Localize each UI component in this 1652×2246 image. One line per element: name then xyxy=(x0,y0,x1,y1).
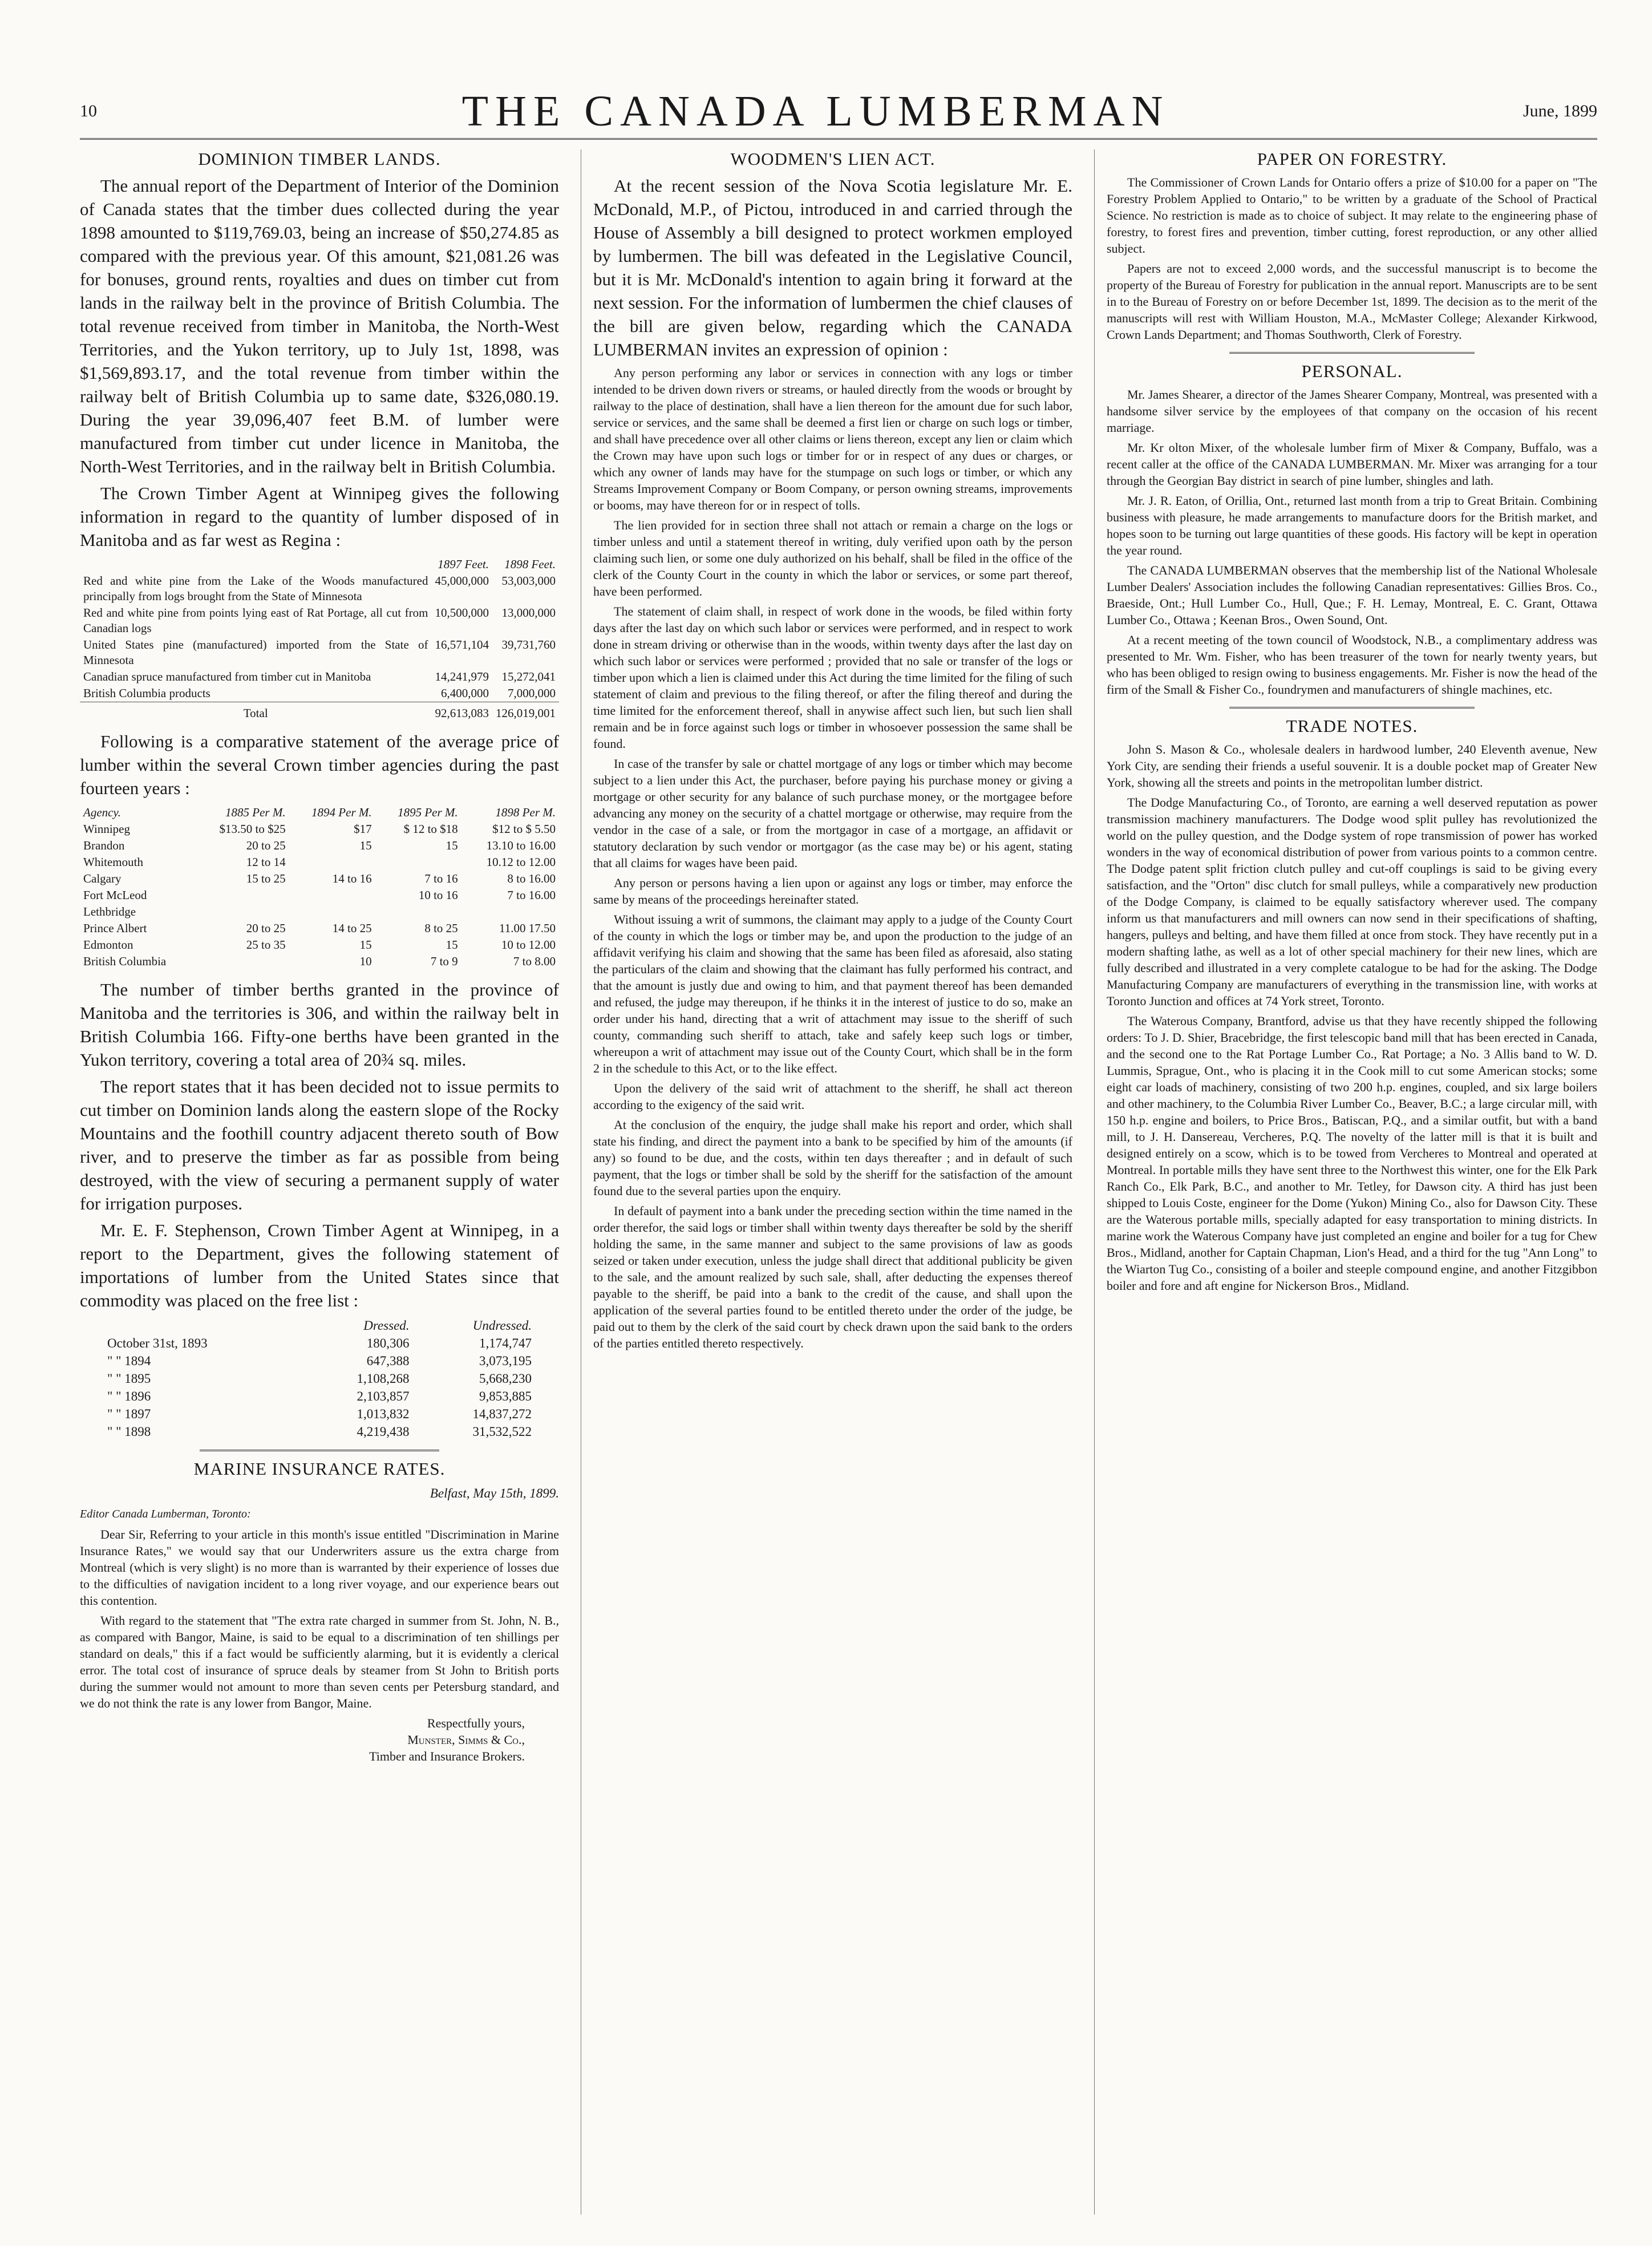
table-cell: 92,613,083 xyxy=(432,702,493,722)
table-cell: 10 to 12.00 xyxy=(501,938,556,952)
table-cell: 10.12 to 12.00 xyxy=(486,855,556,869)
table-cell: $ 12 to $18 xyxy=(403,822,458,836)
table-cell: 25 to 35 xyxy=(246,938,286,952)
table-header: 1898 Per M. xyxy=(495,806,556,819)
forestry-article xyxy=(1107,174,1597,343)
table-header: 1895 Per M. xyxy=(398,806,458,819)
table-cell: 15,272,041 xyxy=(501,670,556,683)
table-cell: 7 to 8.00 xyxy=(513,954,556,968)
table-cell: 10 to 16 xyxy=(418,888,458,902)
lien-clause: Without issuing a writ of summons, the claimant may apply to a judge of the County Court of the county in which the logs or timber may be, and upon the production to the judge of an affidavit verifying his claim and showing that the same has been filed as aforesaid, also stating the particulars of the claim and showing that the claimant has fully performed his contract, and that the amount is justly due and owing to him, and that payment thereof has been demanded and refused, the judge may thereupon, if he thinks it in the interest of justice to do so, make an order under his hand, directing that a writ of attachment may issue to the sheriff of such county, commanding such sheriff to attach, take and safely keep such logs or timber, whereupon a writ of attachment may issue out of the County Court, which shall be in the form 2 in the schedule to this Act, or to the like effect. xyxy=(593,912,1072,1075)
table-header xyxy=(80,556,432,573)
table-cell: 4,219,438 xyxy=(357,1425,410,1439)
table-cell: 126,019,001 xyxy=(492,702,559,722)
table-header: Undressed. xyxy=(472,1318,532,1333)
table-cell xyxy=(289,854,375,871)
table-cell: Canadian spruce manufactured from timber cut in Manitoba xyxy=(83,670,371,683)
table-cell xyxy=(461,904,559,920)
table-cell: 14,241,979 xyxy=(435,670,489,683)
table-cell xyxy=(375,854,461,871)
lumber-price-table xyxy=(80,804,559,970)
table-cell: " " 1894 xyxy=(107,1354,151,1368)
table-header: Agency. xyxy=(83,806,121,819)
table-row xyxy=(80,920,559,937)
table-cell: Lethbridge xyxy=(83,905,136,918)
table-cell: 15 xyxy=(446,839,458,852)
table-cell xyxy=(375,904,461,920)
table-cell: 14 to 16 xyxy=(332,872,372,885)
table-cell: 20 to 25 xyxy=(246,921,286,935)
lien-paragraph: At the recent session of the Nova Scotia legislature Mr. E. McDonald, M.P., of Pictou, introduced in and carried through the House of Assembly a bill designed to protect workmen employed by lumbermen. The bill was defeated in the Legislative Council, but it is Mr. McDonald's intention to again bring it forward at the next session. For the information of lumbermen the chief clauses of the bill are given below, regarding which the CANADA LUMBERMAN invites an expression of opinion : xyxy=(593,176,1072,359)
table-cell xyxy=(195,887,289,904)
table-cell: Winnipeg xyxy=(83,822,130,836)
importation-table xyxy=(104,1317,535,1440)
personal-paragraph: Mr. James Shearer, a director of the James Shearer Company, Montreal, was presented with a handsome silver service by the employees of that company on the occasion of his recent marriage. xyxy=(1107,387,1597,435)
table-cell: 7 to 9 xyxy=(430,954,458,968)
column-1 xyxy=(80,149,559,1765)
table-row xyxy=(80,854,559,871)
column-3 xyxy=(1107,149,1597,1297)
marine-heading: MARINE INSURANCE RATES. xyxy=(193,1459,446,1479)
marine-signature-title: Timber and Insurance Brokers. xyxy=(369,1749,525,1763)
marine-dateline: Belfast, May 15th, 1899. xyxy=(430,1486,559,1500)
marine-paragraph: Dear Sir, Referring to your article in this month's issue entitled "Discrimination in Marine Insurance Rates," we would say that our Underwriters assure us the extra charge from Montreal (which is very slight) is no more than is warranted by their experience of losses due to the difficulties of navigation incident to a long river voyage, and our experience bears out this contention. xyxy=(80,1527,559,1608)
table-cell: 14 to 25 xyxy=(332,921,372,935)
lien-clause: Any person performing any labor or services in connection with any logs or timber intended to be driven down rivers or streams, or hauled directly from the woods or brought by railway to the place of destination, shall have a lien thereon for the amount due for such labor, service or services, and the same shall be deemed a first lien or charge on such logs or timber, and shall have precedence over all other claims or liens thereon, except any lien or claim which the Crown may have upon such logs or timber for or in respect of any dues or charges, or which any owner of lands may have for the stumpage on such logs or timber, or which any Streams Improvement Company or Boom Company, or person owning streams, improvements or booms, may have thereon for or in respect of tolls. xyxy=(593,366,1072,512)
table-row xyxy=(80,605,559,637)
table-row xyxy=(80,637,559,669)
table-cell: 53,003,000 xyxy=(501,574,556,588)
table-cell: 180,306 xyxy=(366,1336,410,1350)
table-cell: 8 to 16.00 xyxy=(507,872,556,885)
personal-paragraph: At a recent meeting of the town council of Woodstock, N.B., a complimentary address was presented to Mr. Wm. Fisher, who has been treasurer of the town for nearly twenty years, but who has been obliged to resign owing to business engagements. Mr. Fisher is now the head of the firm of the Small & Fisher Co., foundrymen and manufacturers of shingle machines, etc. xyxy=(1107,633,1597,697)
table-cell: Edmonton xyxy=(83,938,133,952)
table-cell: Calgary xyxy=(83,872,122,885)
table-cell: Fort McLeod xyxy=(83,888,147,902)
table-cell: Total xyxy=(80,702,432,722)
table-header: 1898 Feet. xyxy=(504,557,556,571)
table-cell: 7 to 16.00 xyxy=(507,888,556,902)
table-cell xyxy=(195,904,289,920)
table-row xyxy=(104,1334,535,1352)
table-cell: 13.10 to 16.00 xyxy=(486,839,556,852)
table-cell: $12 to $ 5.50 xyxy=(492,822,556,836)
marine-paragraph: With regard to the statement that "The extra rate charged in summer from St. John, N. B., as compared with Bangor, Maine, is said to be equal to a discrimination of ten shillings per standard on deals," this if a fact would be sufficiently alarming, but it is evidently a clerical error. The total cost of insurance of spruce deals by steamer from St John to British ports during the summer would not amount to more than seven cents per Petersburg standard, and we do not think the rate is any lower from Bangor, Maine. xyxy=(80,1613,559,1710)
personal-paragraph: The CANADA LUMBERMAN observes that the membership list of the National Wholesale Lumber Dealers' Association includes the following Canadian representatives: Gillies Bros. Co., Braeside, Ont.; Hull Lumber Co., Hull, Que.; F. H. Lemay, Montreal, E. C. Grant, Ottawa Lumber Co., Ottawa ; Keenan Bros., Owen Sound, Ont. xyxy=(1107,563,1597,627)
trade-paragraph: The Waterous Company, Brantford, advise us that they have recently shipped the following orders: To J. D. Shier, Bracebridge, the first telescopic band mill that has been erected in Canada, and the second one to the Rat Portage Lumber Co., Rat Portage; a No. 3 Allis band to W. D. Lummis, Sprague, Ont., who is placing it in the Cook mill to cut some American stocks; some eight car loads of machinery, consisting of two 200 h.p. engines, coupled, and six large boilers and other machinery, to the Columbia River Lumber Co., Beaver, B.C.; a large circular mill, with 150 h.p. engine and boilers, to Price Bros., Batiscan, P.Q., and a similar outfit, but with a band mill, to J. H. Dansereau, Vercheres, P.Q. The novelty of the latter mill is that it is built and designed entirely on a scow, which is to be towed from Vercheres to Montreal and operated at Montreal. In portable mills they have sent three to the Northwest this winter, one for the Elk Park Ranch Co., Elk Park, B.C., and another to Mr. Tetley, for Dawson city. A third has just been shipped to Louis Coste, engineer for the Dome (Yukon) Mining Co., also for Dawson City. These are the Waterous portable mills, specially adapted for easy transportation to mining districts. In marine work the Waterous Company have just completed an engine and boiler for a tug for Chew Bros., Midland, another for Captain Chapman, Lion's Head, and a third for the tug "Ann Long" to the Wiarton Tug Co., consisting of a boiler and steeple compound engine, and another Fitzgibbon boiler and fore and aft engine for Nickerson Bros., Midland. xyxy=(1107,1014,1597,1293)
table-cell: " " 1897 xyxy=(107,1407,151,1421)
table-cell: 10 xyxy=(359,954,372,968)
table-cell: 15 xyxy=(446,938,458,952)
table-row xyxy=(104,1387,535,1405)
column-2 xyxy=(593,149,1072,1355)
personal-article xyxy=(1107,386,1597,698)
trade-article xyxy=(1107,741,1597,1294)
table-header: 1894 Per M. xyxy=(311,806,372,819)
table-row xyxy=(80,904,559,920)
marine-salutation: Editor Canada Lumberman, Toronto: xyxy=(80,1508,251,1520)
table-cell: British Columbia products xyxy=(83,686,210,700)
lien-heading: WOODMEN'S LIEN ACT. xyxy=(730,149,936,169)
table-row xyxy=(80,837,559,854)
table-header: 1897 Feet. xyxy=(438,557,489,571)
lien-clause: The lien provided for in section three shall not attach or remain a charge on the logs or timber unless and until a statement thereof in writing, duly verified upon oath by the person claiming such lien, or some one duly authorized on his behalf, shall be filed in the office of the clerk of the County Court in the county in which the labor or services, or some part thereof, have been performed. xyxy=(593,518,1072,598)
table-header xyxy=(104,1317,302,1334)
lien-clause: In default of payment into a bank under the preceding section within the time named in the order therefor, the said logs or timber shall within twenty days thereafter be sold by the sheriff holding the same, in the same manner and subject to the same provisions of law as goods seized or taken under execution, unless the judge shall direct that additional publicity be given to the sale, and the amount realized by such sale, shall, after deducting the expenses thereof payable to the sheriff, be paid into a bank to the credit of the cause, and shall upon the application of the several parties found to be entitled thereto under the order of the judge, be paid out to them by the clerk of the said court by check drawn upon the said bank to the orders of the parties entitled thereto respectively. xyxy=(593,1204,1072,1350)
table-cell: " " 1895 xyxy=(107,1371,151,1386)
newspaper-title: THE CANADA LUMBERMAN xyxy=(461,87,1170,135)
lien-clause: The statement of claim shall, in respect of work done in the woods, be filed within forty days after the last day on which such labor or services were performed, and in respect to work done in stream driving or otherwise than in the woods, within twenty days after the last day on which such labor or services were performed ; provided that no sale or transfer of the logs or timber upon which a lien is claimed under this Act during the time limited for the filing of such statement of claim and previous to the filing thereof, or after the filing thereof and during the time limited for the enforcement thereof, shall in anywise affect such lien, but such lien shall remain and be in force against such logs or timber in whosoever possession the same shall be found. xyxy=(593,604,1072,751)
table-header: Dressed. xyxy=(363,1318,410,1333)
section-divider xyxy=(1229,707,1475,709)
dominion-paragraph: The annual report of the Department of Interior of the Dominion of Canada states that the timber dues collected during the year 1898 amounted to $119,769.03, being an increase of $50,274.85 as compared with the previous year. Of this amount, $21,081.26 was for bonuses, ground rents, royalties and dues on timber cut from lands in the railway belt in the province of British Columbia. The total revenue received from timber in Manitoba, the North-West Territories, and the Yukon territory, up to July 1st, 1898, was $1,569,893.17, and the total revenue from timber within the railway belt of British Columbia up to same date, $326,080.19. During the year 39,096,407 feet B.M. of lumber were manufactured from timber cut under licence in Manitoba, the North-West Territories, and in the railway belt in British Columbia. xyxy=(80,176,559,476)
table-row xyxy=(80,887,559,904)
masthead xyxy=(80,86,1597,137)
table-row xyxy=(80,669,559,685)
table-cell: Red and white pine from points lying east of Rat Portage, all cut from Canadian logs xyxy=(83,606,428,635)
table-cell: 15 xyxy=(359,938,372,952)
table-cell: 10,500,000 xyxy=(435,606,489,620)
personal-paragraph: Mr. Kr olton Mixer, of the wholesale lumber firm of Mixer & Company, Buffalo, was a recent caller at the office of the CANADA LUMBERMAN. Mr. Mixer was arranging for a tour through the Georgian Bay district in search of pine lumber, shingles and lath. xyxy=(1107,440,1597,488)
table-row xyxy=(80,871,559,887)
table-row xyxy=(80,685,559,702)
table-cell xyxy=(289,887,375,904)
table-cell: Prince Albert xyxy=(83,921,147,935)
table-cell: 1,108,268 xyxy=(357,1371,410,1386)
dominion-heading: DOMINION TIMBER LANDS. xyxy=(198,149,441,169)
dominion-article xyxy=(80,174,559,552)
masthead-rule xyxy=(80,138,1597,140)
table-row xyxy=(104,1352,535,1370)
table-cell: 8 to 25 xyxy=(424,921,458,935)
table-row xyxy=(104,1423,535,1440)
marine-signature: Munster, Simms & Co., xyxy=(407,1733,525,1747)
forestry-paragraph: Papers are not to exceed 2,000 words, and the successful manuscript is to become the property of the Bureau of Forestry for publication in the annual report. Manuscripts are to be sent in to the Bureau of Forestry on or before December 1st, 1899. The decision as to the merit of the manuscripts will rest with William Houston, M.A., McMaster College; Alexander Kirkwood, Crown Lands Department; and Thomas Southworth, Clerk of Forestry. xyxy=(1107,261,1597,342)
trade-heading: TRADE NOTES. xyxy=(1286,716,1418,736)
lien-clauses xyxy=(593,365,1072,1351)
dominion-paragraph: The report states that it has been decided not to issue permits to cut timber on Dominion lands along the eastern slope of the Rocky Mountains and the foothill country adjacent thereto south of Bow river, and to preserve the timber as far as possible from being destroyed, with the view of securing a permanent supply of water for irrigation purposes. xyxy=(80,1077,559,1213)
lien-clause: At the conclusion of the enquiry, the judge shall make his report and order, which shall state his finding, and direct the payment into a bank to be specified by him of the amounts (if any) so found to be due, and the costs, within ten days thereafter ; and in default of such payment, that the logs or timber shall be sold by the sheriff for the satisfaction of the amount found due to the several parties upon the enquiry. xyxy=(593,1118,1072,1198)
table-cell: Whitemouth xyxy=(83,855,143,869)
table-cell: October 31st, 1893 xyxy=(107,1336,208,1350)
table-cell xyxy=(195,953,289,970)
table-cell: 7,000,000 xyxy=(508,686,556,700)
table-cell: 16,571,104 xyxy=(435,638,489,651)
dominion-paragraph: Following is a comparative statement of the average price of lumber within the several Crown timber agencies during the past fourteen years : xyxy=(80,731,559,798)
dominion-article-cont xyxy=(80,978,559,1312)
table-row xyxy=(80,573,559,605)
table-cell: 15 to 25 xyxy=(246,872,286,885)
table-cell: Red and white pine from the Lake of the Woods manufactured principally from logs brought from the State of Minnesota xyxy=(83,574,428,603)
dominion-paragraph: Mr. E. F. Stephenson, Crown Timber Agent at Winnipeg, in a report to the Department, gives the following statement of importations of lumber from the United States since that commodity was placed on the free list : xyxy=(80,1220,559,1310)
table-cell: " " 1898 xyxy=(107,1425,151,1439)
table-cell: 20 to 25 xyxy=(246,839,286,852)
table-cell: 1,013,832 xyxy=(357,1407,410,1421)
table-cell: 45,000,000 xyxy=(435,574,489,588)
section-divider xyxy=(1229,352,1475,354)
lien-clause: Upon the delivery of the said writ of attachment to the sheriff, he shall act thereon according to the exigency of the said writ. xyxy=(593,1081,1072,1112)
dominion-article-cont xyxy=(80,730,559,800)
table-cell: 2,103,857 xyxy=(357,1389,410,1403)
forestry-paragraph: The Commissioner of Crown Lands for Ontario offers a prize of $10.00 for a paper on "The Forestry Problem Applied to Ontario," to be written by a graduate of the School of Practical Science. No restriction is made as to choice of subject. It may relate to the engineering phase of forestry, to forest fires and prevention, timber cutting, forest reproduction, or any other allied subject. xyxy=(1107,175,1597,256)
lumber-quantity-table xyxy=(80,556,559,722)
table-row xyxy=(80,953,559,970)
table-cell: 31,532,522 xyxy=(472,1425,532,1439)
table-row xyxy=(104,1370,535,1387)
trade-paragraph: John S. Mason & Co., wholesale dealers in hardwood lumber, 240 Eleventh avenue, New York City, are sending their friends a useful souvenir. It is a double pocket map of Greater New York, showing all the streets and points in the metropolitan lumber district. xyxy=(1107,742,1597,790)
dominion-paragraph: The number of timber berths granted in the province of Manitoba and the territories is 306, and within the railway belt in British Columbia 166. Fifty-one berths have been granted in the Yukon territory, covering a total area of 20¾ sq. miles. xyxy=(80,980,559,1070)
table-cell: 1,174,747 xyxy=(479,1336,532,1350)
table-cell: 5,668,230 xyxy=(479,1371,532,1386)
table-cell: 14,837,272 xyxy=(472,1407,532,1421)
lien-clause: In case of the transfer by sale or chattel mortgage of any logs or timber which may become subject to a lien under this Act, the purchaser, before paying his purchase money or giving a mortgage or other security for any balance of such purchase money, or the mortgagee before advancing any money on the security of a chattel mortgage or otherwise, may require from the vendor in the case of a sale, or from the mortgagor in case of a mortgage, an affidavit or statutory declaration by such vendor or mortgagor (as the case may be) or his agent, stating that all claims for wages have been paid. xyxy=(593,756,1072,870)
trade-paragraph: The Dodge Manufacturing Co., of Toronto, are earning a well deserved reputation as power transmission machinery manufacturers. The Dodge wood split pulley has revolutionized the world on the pulley question, and the Dodge system of rope transmission of power has worked wonders in the way of economical distribution of power from various points to a common centre. The Dodge patent split friction clutch pulley and cut-off couplings is said to be giving every satisfaction, and the "Orton" disc clutch for small pulleys, while a comparatively new production of the Dodge Company, is claimed to be equally satisfactory wherever used. The company inform us that manufacturers and mill owners can now send in their specifications of shafting, hangers, pulleys and belting, and have them filled at once from stock. They have recently put in a modern shafting lathe, as well as a lot of other special machinery for their new lines, which are fully described and illustrated in a very complete catalogue to be had for the asking. The Dodge Manufacturing Company are manufacturers of everything in the transmission line, with works at Toronto Junction and offices at 74 York street, Toronto. xyxy=(1107,795,1597,1008)
issue-date: June, 1899 xyxy=(1523,102,1597,120)
table-row xyxy=(80,937,559,953)
table-cell: 647,388 xyxy=(366,1354,410,1368)
table-cell: $13.50 to $25 xyxy=(219,822,286,836)
table-cell: 3,073,195 xyxy=(479,1354,532,1368)
personal-heading: PERSONAL. xyxy=(1301,361,1403,381)
table-cell: 39,731,760 xyxy=(501,638,556,651)
table-cell: 15 xyxy=(359,839,372,852)
personal-paragraph: Mr. J. R. Eaton, of Orillia, Ont., returned last month from a trip to Great Britain. Combining business with pleasure, he made arrangements to manufacture doors for the British market, and hopes soon to be turning out large quantities of these goods. His factory will be kept in operation the year round. xyxy=(1107,493,1597,557)
page-number: 10 xyxy=(80,102,97,120)
table-cell xyxy=(289,904,375,920)
table-header: 1885 Per M. xyxy=(225,806,286,819)
lien-intro xyxy=(593,174,1072,361)
dominion-paragraph: The Crown Timber Agent at Winnipeg gives the following information in regard to the quantity of lumber disposed of in Manitoba and as far west as Regina : xyxy=(80,483,559,550)
table-cell: 12 to 14 xyxy=(246,855,286,869)
table-row xyxy=(104,1405,535,1423)
table-total-row xyxy=(80,702,559,722)
table-cell: 9,853,885 xyxy=(479,1389,532,1403)
table-cell: 6,400,000 xyxy=(441,686,489,700)
table-cell: " " 1896 xyxy=(107,1389,151,1403)
table-cell: 7 to 16 xyxy=(424,872,458,885)
table-cell: 11.00 17.50 xyxy=(499,921,556,935)
table-cell: Brandon xyxy=(83,839,125,852)
section-divider xyxy=(200,1450,439,1451)
table-row xyxy=(80,821,559,837)
table-cell: United States pine (manufactured) imported from the State of Minnesota xyxy=(83,638,428,667)
table-cell: British Columbia xyxy=(83,954,167,968)
marine-closing: Respectfully yours, xyxy=(427,1716,525,1730)
lien-clause: Any person or persons having a lien upon or against any logs or timber, may enforce the same by means of the proceedings hereinafter stated. xyxy=(593,876,1072,907)
column-rule xyxy=(1094,149,1095,2215)
table-cell: $17 xyxy=(354,822,372,836)
forestry-heading: PAPER ON FORESTRY. xyxy=(1257,149,1447,169)
table-cell: 13,000,000 xyxy=(501,606,556,620)
